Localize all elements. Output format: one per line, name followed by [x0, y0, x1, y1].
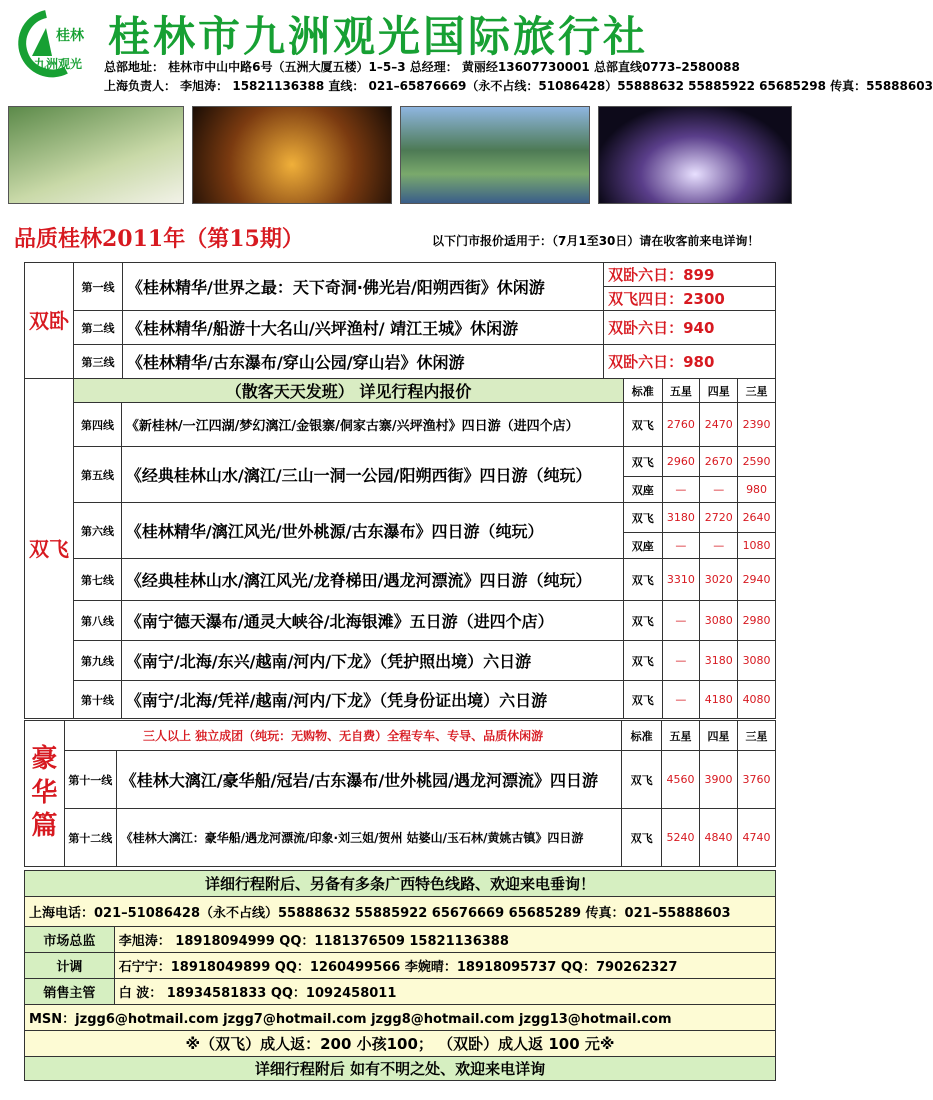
- line-number: 第一线: [74, 263, 123, 311]
- standard: 双飞: [624, 447, 662, 477]
- price-four-star: 2720: [700, 503, 738, 533]
- price-five-star: —: [662, 641, 700, 681]
- photo-pond: [8, 106, 184, 204]
- col-header: 三星: [737, 721, 775, 751]
- table-row: [25, 503, 776, 533]
- table-row: [25, 809, 776, 867]
- col-header: 五星: [662, 379, 700, 403]
- section-band: 三人以上 独立成团（纯玩：无购物、无自费）全程专车、专导、品质休闲游: [64, 721, 621, 751]
- contact-role: 计调: [25, 953, 115, 979]
- section-shuangwo-table: [24, 262, 776, 379]
- standard: 双飞: [624, 681, 662, 719]
- section-luxury-table: [24, 720, 776, 867]
- route-name: 《新桂林/一江四湖/梦幻漓江/金银寨/侗家古寨/兴坪渔村》四日游（进四个店）: [121, 403, 623, 447]
- price-five-star: 3180: [662, 503, 700, 533]
- route-name: 《桂林精华/古东瀑布/穿山公园/穿山岩》休闲游: [123, 345, 604, 379]
- price-three-star: 4080: [738, 681, 776, 719]
- price-three-star: 2640: [738, 503, 776, 533]
- company-logo: [6, 8, 102, 74]
- contact-row: [25, 927, 776, 953]
- price-three-star: 4740: [737, 809, 775, 867]
- table-row: [25, 447, 776, 477]
- price-label: 双卧六日：899: [604, 263, 775, 287]
- standard: 双飞: [624, 641, 662, 681]
- price-four-star: 3020: [700, 559, 738, 601]
- detail-banner: 详细行程附后、另备有多条广西特色线路、欢迎来电垂询！: [25, 871, 776, 897]
- line-number: 第二线: [74, 311, 123, 345]
- price-four-star: 4180: [700, 681, 738, 719]
- photo-cave: [192, 106, 392, 204]
- price-five-star: 4560: [662, 751, 700, 809]
- rebate-note: ※（双飞）成人返：200 小孩100； （双卧）成人返 100 元※: [25, 1031, 776, 1057]
- price-three-star: 1080: [738, 533, 776, 559]
- closing-note: 详细行程附后 如有不明之处、欢迎来电详询: [25, 1057, 776, 1081]
- section-band: （散客天天发班） 详见行程内报价: [74, 379, 624, 403]
- table-row: [25, 601, 776, 641]
- price-five-star: 5240: [662, 809, 700, 867]
- contact-detail: 石宁宁：18918049899 QQ：1260499566 李婉晴：18918095737 QQ：790262327: [114, 953, 775, 979]
- price-five-star: —: [662, 477, 700, 503]
- col-header: 五星: [662, 721, 700, 751]
- col-header: 四星: [700, 721, 738, 751]
- route-name: 《经典桂林山水/漓江风光/龙脊梯田/遇龙河漂流》四日游（纯玩）: [121, 559, 623, 601]
- route-name: 《南宁德天瀑布/通灵大峡谷/北海银滩》五日游（进四个店）: [121, 601, 623, 641]
- price-three-star: 2980: [738, 601, 776, 641]
- col-header: 标准: [624, 379, 662, 403]
- route-name: 《南宁/北海/东兴/越南/河内/下龙》（凭护照出境）六日游: [121, 641, 623, 681]
- shanghai-contact: 上海负责人： 李旭涛： 15821136388 直线： 021–65876669（永不占线：51086428）55888632 55885922 65685298 传真：55888603: [104, 79, 933, 93]
- line-number: 第八线: [74, 601, 122, 641]
- standard: 双飞: [624, 403, 662, 447]
- col-header: 三星: [738, 379, 776, 403]
- table-row: [25, 403, 776, 447]
- table-row: [25, 641, 776, 681]
- route-name: 《桂林大漓江/豪华船/冠岩/古东瀑布/世外桃园/遇龙河漂流》四日游: [116, 751, 622, 809]
- price-four-star: —: [700, 477, 738, 503]
- table-row: [25, 345, 776, 379]
- photo-strip: [8, 106, 792, 204]
- issue-title: 品质桂林2011年（第15期）: [14, 226, 304, 252]
- standard: 双飞: [622, 751, 662, 809]
- route-name: 《桂林精华/漓江风光/世外桃源/古东瀑布》四日游（纯玩）: [121, 503, 623, 559]
- col-header: 标准: [622, 721, 662, 751]
- price-five-star: 3310: [662, 559, 700, 601]
- price-five-star: —: [662, 533, 700, 559]
- line-number: 第六线: [74, 503, 122, 559]
- price-five-star: 2760: [662, 403, 700, 447]
- route-name: 《桂林大漓江：豪华船/遇龙河漂流/印象·刘三姐/贺州 姑婆山/玉石林/黄姚古镇》四日游: [116, 809, 622, 867]
- price-label: 双飞四日：2300: [608, 290, 725, 308]
- table-row: [25, 263, 776, 311]
- section-label: 双卧: [25, 263, 74, 379]
- company-title: 桂林市九洲观光国际旅行社: [108, 12, 649, 61]
- price-label: 双卧六日：940: [604, 311, 776, 345]
- section-shuangfei-table: [24, 378, 776, 719]
- table-row: [25, 681, 776, 719]
- line-number: 第七线: [74, 559, 122, 601]
- logo-subtext: 九洲观光: [34, 57, 83, 71]
- route-name: 《桂林精华/世界之最：天下奇洞·佛光岩/阳朔西街》休闲游: [123, 263, 604, 311]
- standard: 双飞: [624, 559, 662, 601]
- contact-role: 销售主管: [25, 979, 115, 1005]
- section-label: 双飞: [25, 379, 74, 719]
- price-label: 双卧六日：980: [604, 345, 776, 379]
- price-three-star: 3080: [738, 641, 776, 681]
- col-header: 四星: [700, 379, 738, 403]
- table-row: [25, 311, 776, 345]
- hq-address: 总部地址： 桂林市中山中路6号（五洲大厦五楼）1–5–3 总经理： 黄丽经13607730001 总部直线0773–2580088: [104, 60, 740, 74]
- footer-table: [24, 870, 776, 1081]
- price-three-star: 2940: [738, 559, 776, 601]
- line-number: 第十二线: [64, 809, 116, 867]
- price-four-star: 3080: [700, 601, 738, 641]
- shanghai-phone: 上海电话：021–51086428（永不占线）55888632 55885922 65676669 65685289 传真：021–55888603: [25, 897, 776, 927]
- contact-role: 市场总监: [25, 927, 115, 953]
- line-number: 第四线: [74, 403, 122, 447]
- route-name: 《南宁/北海/凭祥/越南/河内/下龙》（凭身份证出境）六日游: [121, 681, 623, 719]
- route-name: 《桂林精华/船游十大名山/兴坪渔村/ 靖江王城》休闲游: [123, 311, 604, 345]
- table-row: [25, 559, 776, 601]
- table-row: [25, 751, 776, 809]
- price-five-star: 2960: [662, 447, 700, 477]
- photo-cave-night: [598, 106, 792, 204]
- standard: 双座: [624, 533, 662, 559]
- contact-row: [25, 979, 776, 1005]
- standard: 双飞: [624, 503, 662, 533]
- price-three-star: 3760: [737, 751, 775, 809]
- price-four-star: 2670: [700, 447, 738, 477]
- price-three-star: 2590: [738, 447, 776, 477]
- contact-detail: 李旭涛： 18918094999 QQ：1181376509 15821136388: [114, 927, 775, 953]
- price-four-star: 4840: [700, 809, 738, 867]
- price-three-star: 980: [738, 477, 776, 503]
- line-number: 第三线: [74, 345, 123, 379]
- line-number: 第九线: [74, 641, 122, 681]
- contact-detail: 白 波： 18934581833 QQ：1092458011: [114, 979, 775, 1005]
- standard: 双飞: [622, 809, 662, 867]
- price-five-star: —: [662, 681, 700, 719]
- price-three-star: 2390: [738, 403, 776, 447]
- contact-row: [25, 953, 776, 979]
- photo-river: [400, 106, 590, 204]
- section-label: 豪华篇: [25, 721, 65, 867]
- price-four-star: —: [700, 533, 738, 559]
- msn-accounts: MSN：jzgg6@hotmail.com jzgg7@hotmail.com jzgg8@hotmail.com jzgg13@hotmail.com: [25, 1005, 776, 1031]
- standard: 双飞: [624, 601, 662, 641]
- price-four-star: 2470: [700, 403, 738, 447]
- line-number: 第十一线: [64, 751, 116, 809]
- price-validity-note: 以下门市报价适用于：（7月1至30日）请在收客前来电详询！: [432, 234, 760, 248]
- price-four-star: 3180: [700, 641, 738, 681]
- logo-text: 桂林: [56, 28, 84, 44]
- route-name: 《经典桂林山水/漓江/三山一洞一公园/阳朔西街》四日游（纯玩）: [121, 447, 623, 503]
- price-four-star: 3900: [700, 751, 738, 809]
- price-five-star: —: [662, 601, 700, 641]
- line-number: 第五线: [74, 447, 122, 503]
- line-number: 第十线: [74, 681, 122, 719]
- standard: 双座: [624, 477, 662, 503]
